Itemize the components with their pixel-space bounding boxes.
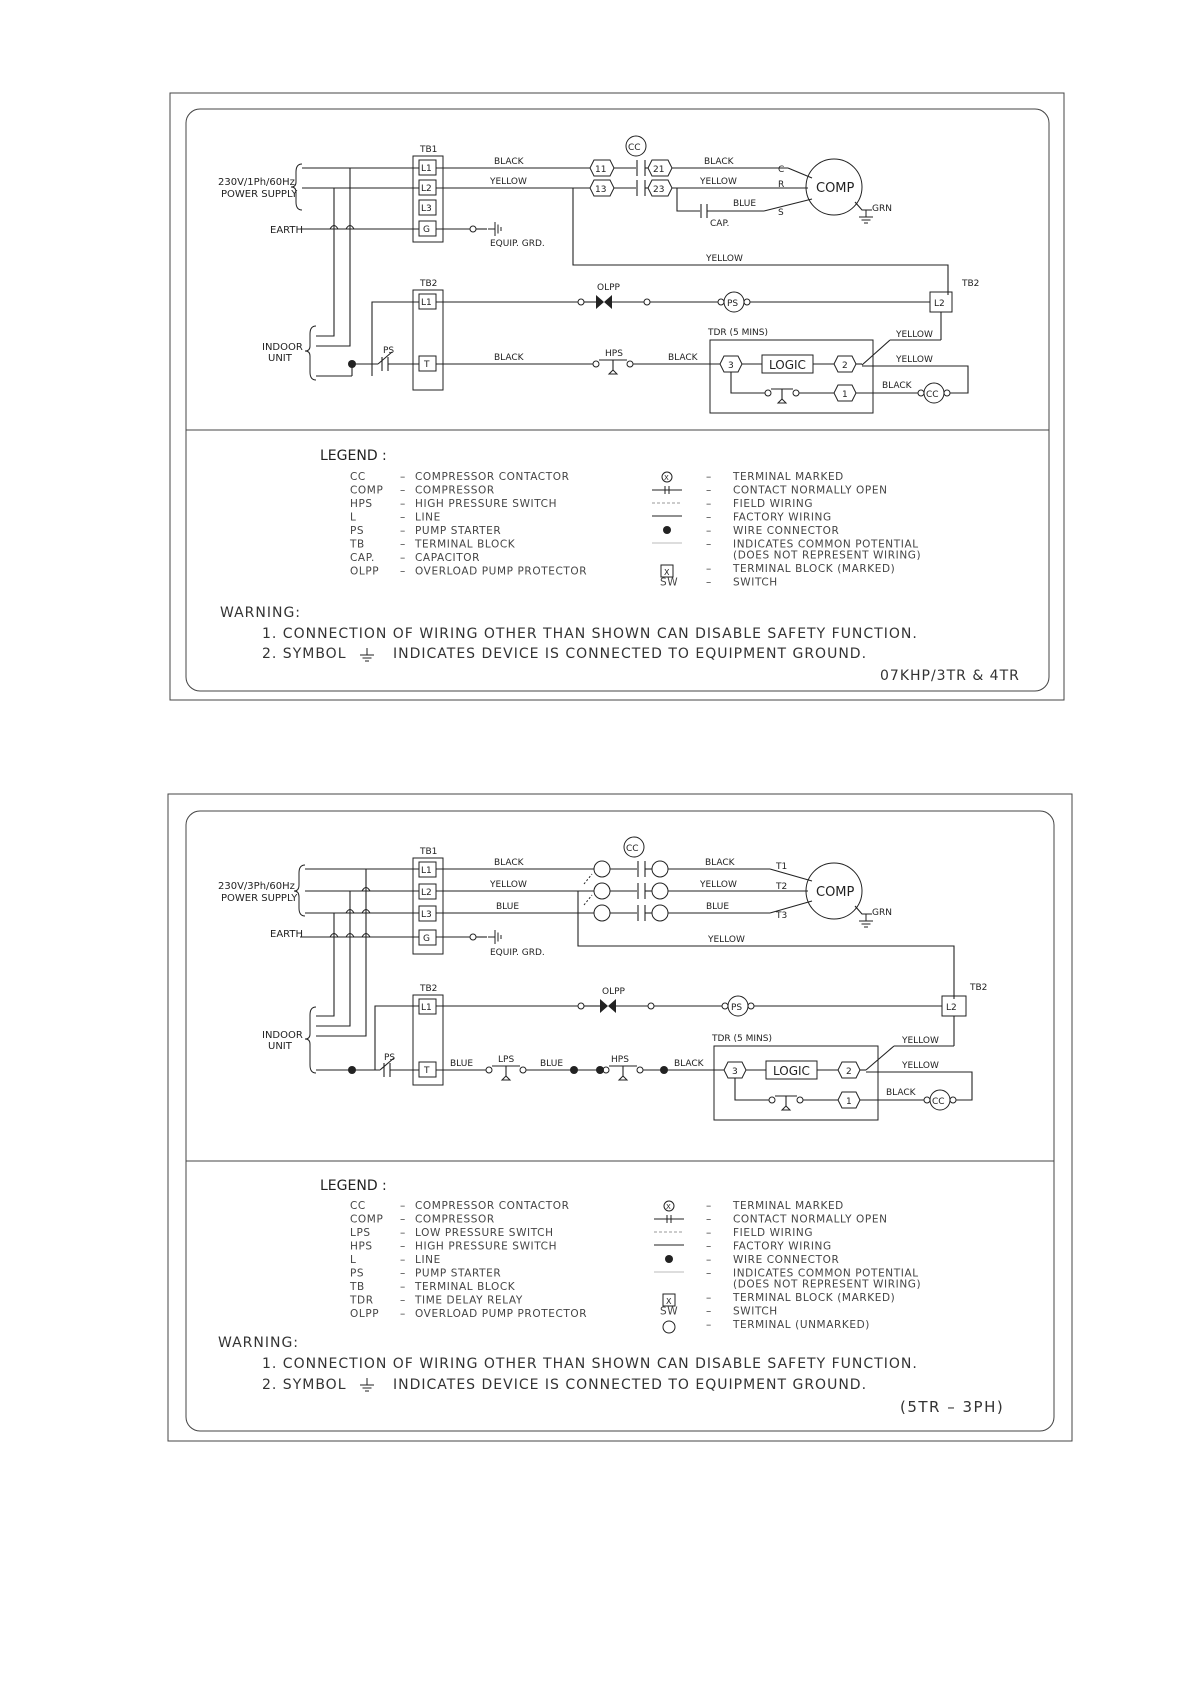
cc-label: CC	[628, 143, 641, 153]
indoor-brace	[305, 326, 316, 380]
tb2-right-l2: L2	[934, 299, 945, 309]
tb2-t: T	[424, 360, 430, 370]
wire-b-blue-3: BLUE	[450, 1059, 474, 1069]
wire-yellow-2: YELLOW	[700, 177, 737, 187]
logic-label: LOGIC	[769, 358, 806, 372]
legend-dash: –	[400, 538, 406, 551]
legend-code: HPS	[350, 498, 373, 510]
legend-dash: –	[400, 1254, 406, 1266]
grn-label: GRN	[872, 204, 892, 214]
legend-dash: –	[706, 525, 712, 537]
node-11: 11	[595, 165, 607, 175]
indoor-label-2: UNIT	[268, 353, 292, 364]
legend-dash: –	[400, 1227, 406, 1239]
legend-code: CC	[350, 471, 366, 483]
cap-label: CAP.	[710, 219, 730, 229]
legend-dash: –	[400, 1240, 406, 1253]
legend-1-left	[349, 471, 587, 578]
legend-desc: INDICATES COMMON POTENTIAL	[733, 1267, 919, 1280]
indoor-label-b: INDOOR	[262, 1030, 303, 1041]
legend-code: COMP	[350, 1213, 384, 1226]
tb2-b-right-l2: L2	[946, 1003, 957, 1013]
legend-title-1: LEGEND :	[320, 448, 387, 464]
wire-black-2: BLACK	[704, 157, 734, 167]
comp-label: COMP	[816, 181, 855, 196]
legend-dash: –	[400, 525, 406, 537]
wire-b-yellow-1: YELLOW	[490, 880, 527, 890]
wire-b-blue-1: BLUE	[496, 902, 520, 912]
comp-c: C	[778, 165, 785, 175]
earth-label: EARTH	[270, 225, 304, 236]
legend-desc: COMPRESSOR CONTACTOR	[415, 1200, 570, 1212]
tb2-label: TB2	[420, 279, 438, 289]
tb1-g: G	[423, 225, 430, 235]
legend-desc: CONTACT NORMALLY OPEN	[733, 1213, 888, 1226]
indoor-label: INDOOR	[262, 342, 303, 353]
legend-code: TB	[350, 538, 365, 551]
ps-label-b: PS	[384, 1053, 396, 1063]
legend-desc: HIGH PRESSURE SWITCH	[415, 1240, 558, 1253]
wire-b-black-1: BLACK	[494, 858, 524, 868]
supply-brace	[291, 164, 302, 210]
supply-label-2: POWER SUPPLY	[221, 189, 298, 200]
legend-code: OLPP	[350, 565, 380, 578]
equip-grd-label-b: EQUIP. GRD.	[490, 948, 545, 958]
warning-2-line2b: INDICATES DEVICE IS CONNECTED TO EQUIPMENT GROUND.	[393, 1377, 868, 1393]
tdr-box	[710, 340, 873, 413]
legend-dash: –	[706, 1292, 712, 1304]
legend-dash: –	[706, 1319, 712, 1331]
diagram-1-inner-frame	[186, 109, 1049, 691]
tb1-l1: L1	[421, 164, 432, 174]
legend-desc: OVERLOAD PUMP PROTECTOR	[415, 565, 588, 578]
legend-desc: TERMINAL MARKED	[733, 471, 844, 483]
tb2-b-l1: L1	[421, 1003, 432, 1013]
legend-code: CAP.	[350, 552, 375, 564]
node-21: 21	[653, 165, 665, 175]
legend-desc: TERMINAL BLOCK (MARKED)	[733, 563, 896, 575]
ps-ring-label: PS	[727, 299, 739, 309]
legend-code: L	[350, 1254, 357, 1266]
legend-code: PS	[350, 1267, 365, 1280]
legend-code: LPS	[350, 1227, 371, 1239]
warning-1-line1: 1. CONNECTION OF WIRING OTHER THAN SHOWN CAN DISABLE SAFETY FUNCTION.	[262, 626, 918, 642]
legend-desc: (DOES NOT REPRESENT WIRING)	[733, 1278, 922, 1291]
legend-desc: LINE	[415, 1254, 441, 1266]
wire-yellow-r2: YELLOW	[896, 355, 933, 365]
warning-1-line2b: INDICATES DEVICE IS CONNECTED TO EQUIPMENT GROUND.	[393, 646, 868, 662]
legend-desc: HIGH PRESSURE SWITCH	[415, 498, 558, 510]
legend-code: L	[350, 511, 357, 524]
legend-dash: –	[400, 511, 406, 524]
wire-b-yellow-2: YELLOW	[700, 880, 737, 890]
diagram-1	[170, 93, 1064, 700]
tdr-t2: 2	[842, 361, 848, 371]
tb1-l3: L3	[421, 204, 432, 214]
legend-desc: TERMINAL MARKED	[733, 1200, 844, 1212]
legend-desc: TERMINAL BLOCK	[415, 1281, 516, 1293]
comp-t1: T1	[776, 862, 788, 872]
legend-desc: FIELD WIRING	[733, 1227, 814, 1239]
ps-ring-label-b: PS	[731, 1003, 743, 1013]
tb2-label-b: TB2	[420, 984, 438, 994]
warning-2-line2a: 2. SYMBOL	[262, 1377, 347, 1393]
legend-code: TB	[350, 1281, 365, 1293]
tdr-b-t3: 3	[732, 1067, 738, 1077]
legend-desc: CONTACT NORMALLY OPEN	[733, 484, 888, 497]
supply-label-b: 230V/3Ph/60Hz	[218, 881, 295, 892]
warning-2-line1: 1. CONNECTION OF WIRING OTHER THAN SHOWN CAN DISABLE SAFETY FUNCTION.	[262, 1356, 918, 1372]
legend-desc: OVERLOAD PUMP PROTECTOR	[415, 1308, 588, 1320]
legend-desc: TERMINAL (UNMARKED)	[733, 1319, 870, 1331]
legend-dash: –	[400, 1281, 406, 1293]
warning-1: WARNING:	[220, 605, 302, 621]
legend-desc: FACTORY WIRING	[733, 511, 832, 524]
legend-desc: COMPRESSOR	[415, 484, 495, 497]
tb2-b-right-label: TB2	[970, 983, 988, 993]
tdr-b-t2: 2	[846, 1067, 852, 1077]
warning-2: WARNING:	[218, 1335, 300, 1351]
logic-label-b: LOGIC	[773, 1064, 810, 1078]
olpp-symbol	[596, 295, 612, 309]
legend-desc: SWITCH	[733, 576, 778, 589]
legend-dash: –	[706, 576, 712, 589]
comp-s: S	[778, 208, 784, 218]
legend-2-left	[349, 1200, 587, 1320]
tdr-t3: 3	[728, 361, 734, 371]
cc-label-b: CC	[626, 844, 639, 854]
equip-grd-label: EQUIP. GRD.	[490, 239, 545, 249]
olpp-label-b: OLPP	[602, 987, 625, 997]
wire-blue: BLUE	[733, 199, 757, 209]
legend-dash: –	[400, 552, 406, 564]
legend-dash: –	[706, 1227, 712, 1239]
comp-r: R	[778, 180, 785, 190]
tdr-t1: 1	[842, 390, 848, 400]
legend-dash: –	[400, 1213, 406, 1226]
node-13: 13	[595, 185, 607, 195]
diagram-2-inner-frame	[186, 811, 1054, 1431]
legend-2-right	[660, 1200, 921, 1331]
legend-code: OLPP	[350, 1308, 380, 1320]
legend-1-right	[660, 471, 921, 589]
legend-code: HPS	[350, 1240, 373, 1253]
tdr-label-b: TDR (5 MINS)	[712, 1034, 773, 1044]
legend-desc: COMPRESSOR CONTACTOR	[415, 471, 570, 483]
hps-label-b: HPS	[611, 1055, 629, 1065]
legend-desc: LINE	[415, 511, 441, 524]
cc-end-label-b: CC	[932, 1097, 945, 1107]
wire-black-3: BLACK	[494, 353, 524, 363]
wire-black-1: BLACK	[494, 157, 524, 167]
tb1-label: TB1	[420, 145, 438, 155]
legend-symbol: SW	[660, 1305, 679, 1318]
warning-1-line2a: 2. SYMBOL	[262, 646, 347, 662]
comp-t2: T2	[776, 882, 788, 892]
legend-dash: –	[706, 511, 712, 524]
earth-label-b: EARTH	[270, 929, 304, 940]
legend-desc: COMPRESSOR	[415, 1213, 495, 1226]
tb1-b-l3: L3	[421, 910, 432, 920]
legend-dash: –	[706, 1200, 712, 1212]
wire-yellow-r1: YELLOW	[896, 330, 933, 340]
legend-dash: –	[706, 1240, 712, 1253]
supply-label-b2: POWER SUPPLY	[221, 893, 298, 904]
legend-dash: –	[400, 471, 406, 483]
wire-b-yellow-r1: YELLOW	[902, 1036, 939, 1046]
tb1-b-g: G	[423, 934, 430, 944]
legend-desc: TERMINAL BLOCK (MARKED)	[733, 1292, 896, 1304]
model-2: (5TR – 3PH)	[900, 1398, 1005, 1416]
legend-code: PS	[350, 525, 365, 537]
wire-b-black-5: BLACK	[886, 1088, 916, 1098]
svg-text:X: X	[664, 568, 670, 577]
tb1-label-b: TB1	[420, 847, 438, 857]
legend-desc: SWITCH	[733, 1305, 778, 1318]
legend-dash: –	[706, 563, 712, 575]
svg-text:X: X	[666, 1297, 672, 1306]
supply-label: 230V/1Ph/60Hz	[218, 177, 295, 188]
tb1-b-l2: L2	[421, 888, 432, 898]
legend-desc: (DOES NOT REPRESENT WIRING)	[733, 549, 922, 562]
svg-text:X: X	[664, 474, 669, 482]
comp-t3: T3	[776, 911, 788, 921]
legend-desc: TERMINAL BLOCK	[415, 538, 516, 551]
wire-b-yellow-long: YELLOW	[708, 935, 745, 945]
legend-dash: –	[706, 471, 712, 483]
legend-desc: INDICATES COMMON POTENTIAL	[733, 538, 919, 551]
wire-b-yellow-r2: YELLOW	[902, 1061, 939, 1071]
legend-desc: FACTORY WIRING	[733, 1240, 832, 1253]
wire-b-black-4: BLACK	[674, 1059, 704, 1069]
wire-yellow-long: YELLOW	[706, 254, 743, 264]
legend-dash: –	[400, 1267, 406, 1280]
legend-title-2: LEGEND :	[320, 1178, 387, 1194]
legend-dash: –	[400, 1200, 406, 1212]
ps-label: PS	[383, 346, 395, 356]
legend-desc: TIME DELAY RELAY	[415, 1294, 523, 1307]
legend-dash: –	[706, 498, 712, 510]
legend-dash: –	[706, 1254, 712, 1266]
legend-code: COMP	[350, 484, 384, 497]
legend-dash: –	[400, 484, 406, 497]
tb2-b-t: T	[424, 1066, 430, 1076]
legend-dash: –	[400, 1308, 406, 1320]
wire-b-black-2: BLACK	[705, 858, 735, 868]
legend-desc: PUMP STARTER	[415, 1267, 502, 1280]
svg-text:X: X	[666, 1203, 671, 1211]
legend-desc: FIELD WIRING	[733, 498, 814, 510]
legend-code: TDR	[350, 1294, 374, 1307]
hps-label: HPS	[605, 349, 623, 359]
wire-black-5: BLACK	[882, 381, 912, 391]
comp-label-b: COMP	[816, 885, 855, 900]
legend-desc: LOW PRESSURE SWITCH	[415, 1227, 554, 1239]
legend-desc: CAPACITOR	[415, 552, 480, 564]
legend-desc: WIRE CONNECTOR	[733, 1254, 840, 1266]
tdr-b-t1: 1	[846, 1097, 852, 1107]
lps-label-b: LPS	[498, 1055, 515, 1065]
legend-dash: –	[706, 1267, 712, 1280]
wire-b-blue-2: BLUE	[706, 902, 730, 912]
cc-end-label: CC	[926, 390, 939, 400]
olpp-label: OLPP	[597, 283, 620, 293]
tb1-b-l1: L1	[421, 866, 432, 876]
grn-label-b: GRN	[872, 908, 892, 918]
legend-symbol: SW	[660, 576, 679, 589]
tb1-l2: L2	[421, 184, 432, 194]
wire-b-blue-4: BLUE	[540, 1059, 564, 1069]
wire-black-4: BLACK	[668, 353, 698, 363]
legend-dash: –	[706, 484, 712, 497]
legend-dash: –	[400, 565, 406, 578]
legend-desc: WIRE CONNECTOR	[733, 525, 840, 537]
diagram-2	[168, 794, 1072, 1441]
legend-code: CC	[350, 1200, 366, 1212]
tb2-l1: L1	[421, 298, 432, 308]
node-23: 23	[653, 185, 665, 195]
legend-dash: –	[706, 1213, 712, 1226]
wire-yellow-1: YELLOW	[490, 177, 527, 187]
legend-dash: –	[706, 1305, 712, 1318]
legend-dash: –	[400, 1294, 406, 1307]
legend-dash: –	[706, 538, 712, 551]
legend-desc: PUMP STARTER	[415, 525, 502, 537]
legend-dash: –	[400, 498, 406, 510]
indoor-label-b2: UNIT	[268, 1041, 292, 1052]
tb2-right-label: TB2	[962, 279, 980, 289]
tdr-label: TDR (5 MINS)	[708, 328, 769, 338]
model-1: 07KHP/3TR & 4TR	[880, 668, 1020, 684]
